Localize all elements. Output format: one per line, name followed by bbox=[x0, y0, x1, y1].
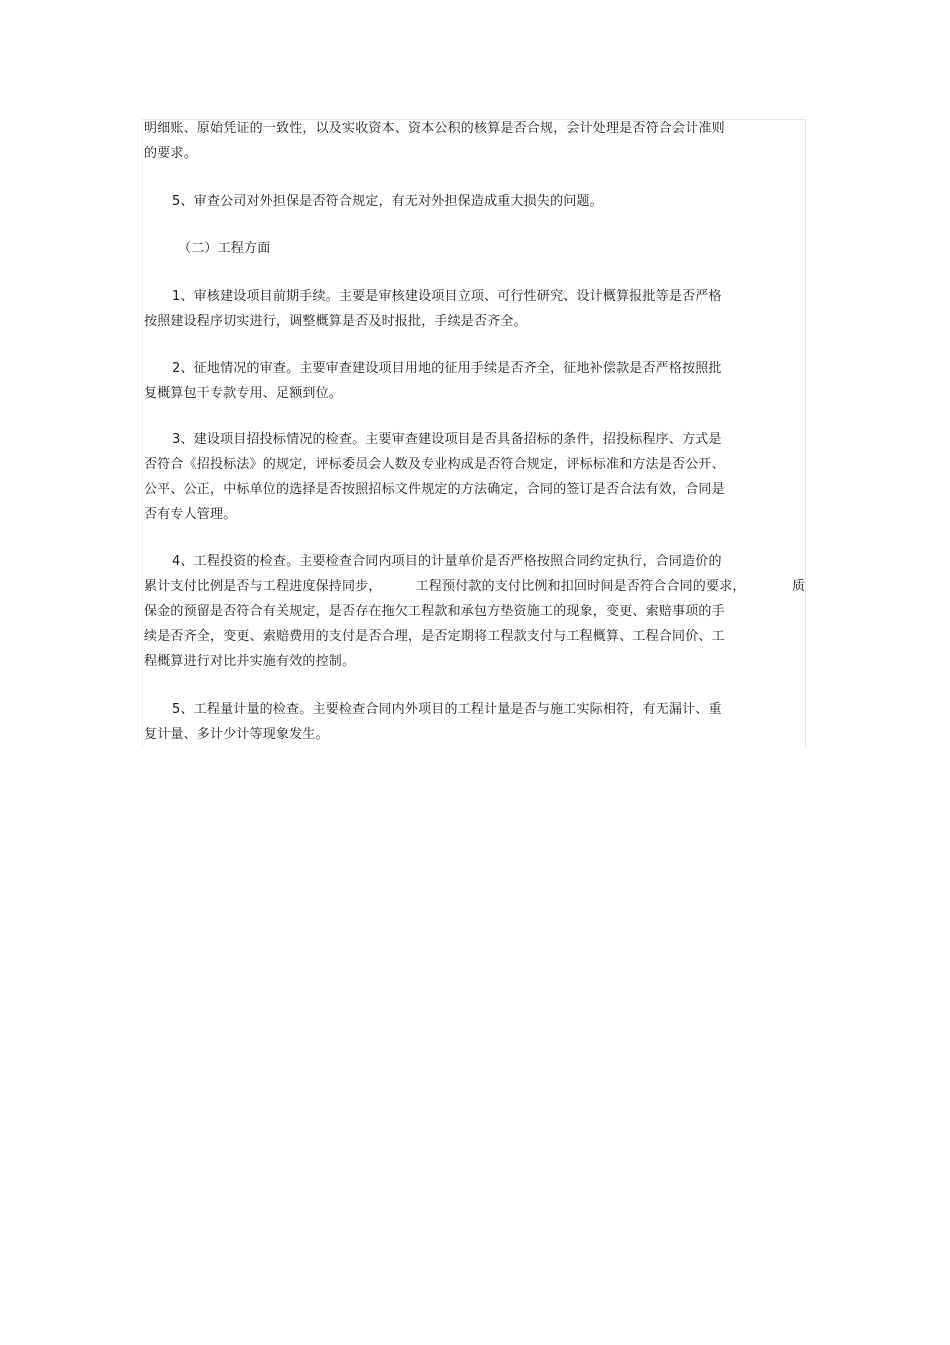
heading-text: （二）工程方面 bbox=[178, 241, 271, 256]
paragraph-line: 复计量、多计少计等现象发生。 bbox=[144, 727, 329, 742]
paragraph-line: 3、建设项目招投标情况的检查。主要审查建设项目是否具备招标的条件，招投标程序、方式是 bbox=[172, 432, 722, 447]
paragraph-line: 否符合《招投标法》的规定，评标委员会人数及专业构成是否符合规定，评标标准和方法是否公开、 bbox=[144, 457, 725, 472]
paragraph-line: 保金的预留是否符合有关规定，是否存在拖欠工程款和承包方垫资施工的现象，变更、索赔事项的手 bbox=[144, 604, 725, 619]
paragraph-line: 5、工程量计量的检查。主要检查合同内外项目的工程计量是否与施工实际相符，有无漏计、重 bbox=[172, 702, 722, 717]
section-heading bbox=[144, 236, 764, 261]
paragraph-intro bbox=[144, 116, 764, 166]
paragraph-line: 1、审核建设项目前期手续。主要是审核建设项目立项、可行性研究、设计概算报批等是否严格 bbox=[172, 289, 722, 304]
paragraph-trailing-char: 质 bbox=[792, 579, 806, 594]
paragraph-line: 5、审查公司对外担保是否符合规定，有无对外担保造成重大损失的问题。 bbox=[172, 194, 603, 209]
paragraph-line: 2、征地情况的审查。主要审查建设项目用地的征用手续是否齐全，征地补偿款是否严格按照批 bbox=[172, 361, 722, 376]
paragraph-line: 明细账、原始凭证的一致性，以及实收资本、资本公积的核算是否合规，会计处理是否符合会计准则 bbox=[144, 121, 725, 136]
paragraph-line: 否有专人管理。 bbox=[144, 507, 237, 522]
paragraph-item-1 bbox=[144, 284, 764, 334]
paragraph-item-3 bbox=[144, 427, 764, 527]
paragraph-line: 复概算包干专款专用、足额到位。 bbox=[144, 386, 343, 401]
paragraph-line bbox=[144, 574, 764, 599]
paragraph-line: 程概算进行对比并实施有效的控制。 bbox=[144, 654, 356, 669]
paragraph-guarantee bbox=[144, 189, 764, 214]
paragraph-line: 续是否齐全，变更、索赔费用的支付是否合理，是否定期将工程款支付与工程概算、工程合同价、工 bbox=[144, 629, 725, 644]
paragraph-item-4 bbox=[144, 549, 764, 674]
paragraph-line: 按照建设程序切实进行，调整概算是否及时报批，手续是否齐全。 bbox=[144, 314, 527, 329]
paragraph-item-2 bbox=[144, 356, 764, 406]
paragraph-line: 公平、公正，中标单位的选择是否按照招标文件规定的方法确定，合同的签订是否合法有效，合同是 bbox=[144, 482, 725, 497]
paragraph-segment: 工程预付款的支付比例和扣回时间是否符合合同的要求， bbox=[415, 579, 746, 594]
paragraph-segment: 累计支付比例是否与工程进度保持同步， bbox=[144, 579, 382, 594]
paragraph-line: 4、工程投资的检查。主要检查合同内项目的计量单价是否严格按照合同约定执行，合同造价的 bbox=[172, 554, 722, 569]
paragraph-item-5 bbox=[144, 697, 764, 747]
paragraph-line: 的要求。 bbox=[144, 146, 197, 161]
